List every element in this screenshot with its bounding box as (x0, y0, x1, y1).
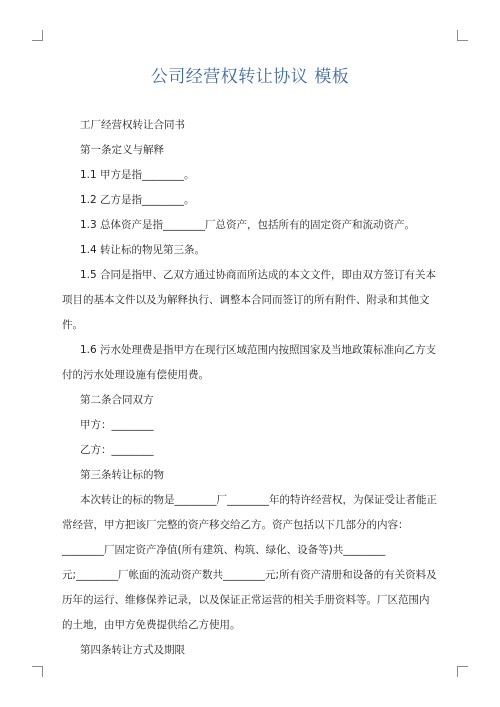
crop-mark-top-right (457, 30, 468, 41)
document-body (62, 113, 438, 663)
section-heading: 第三条转让标的物 (80, 469, 164, 481)
paragraph: 1.5 合同是指甲、乙双方通过协商而所达成的本文文件，即由双方签订有关本项目的基本文件以及为解释执行、调整本合同而签订的所有附件、附录和其他文件。 (62, 269, 437, 331)
paragraph: 本次转让的标的物是________厂________年的特许经营权，为保证受让者能正常经营，甲方把该厂完整的资产移交给乙方。资产包括以下几部分的内容：________厂固定资产净值(所有建筑、构筑、绿化、设备等)共________元;________厂帐面的流动资产数共________元;所有资产清册和设备的有关资料及历年的运行、维修保养记录，以及保证正常运营的相关手册资料等。厂区范围内的土地，由甲方免费提供给乙方使用。 (62, 494, 437, 631)
crop-mark-bottom-right (457, 666, 468, 677)
crop-mark-top-left (32, 30, 43, 41)
paragraph: 工厂经营权转让合同书 (80, 119, 185, 131)
paragraph: 1.3 总体资产是指________厂总资产，包括所有的固定资产和流动资产。 (80, 219, 416, 231)
section-heading: 第四条转让方式及期限 (80, 644, 185, 656)
paragraph: 1.2 乙方是指________。 (80, 194, 195, 206)
paragraph: 乙方：________ (80, 444, 154, 456)
document-title: 公司经营权转让协议 模板 (150, 67, 350, 87)
section-heading: 第二条合同双方 (80, 394, 154, 406)
paragraph: 1.4 转让标的物见第三条。 (80, 244, 206, 256)
crop-mark-bottom-left (32, 666, 43, 677)
paragraph: 1.1 甲方是指________。 (80, 169, 195, 181)
paragraph: 1.6 污水处理费是指甲方在现行区域范围内按照国家及当地政策标准向乙方支付的污水处理设施有偿使用费。 (62, 344, 437, 381)
section-heading: 第一条定义与解释 (80, 144, 164, 156)
paragraph: 甲方：________ (80, 419, 154, 431)
